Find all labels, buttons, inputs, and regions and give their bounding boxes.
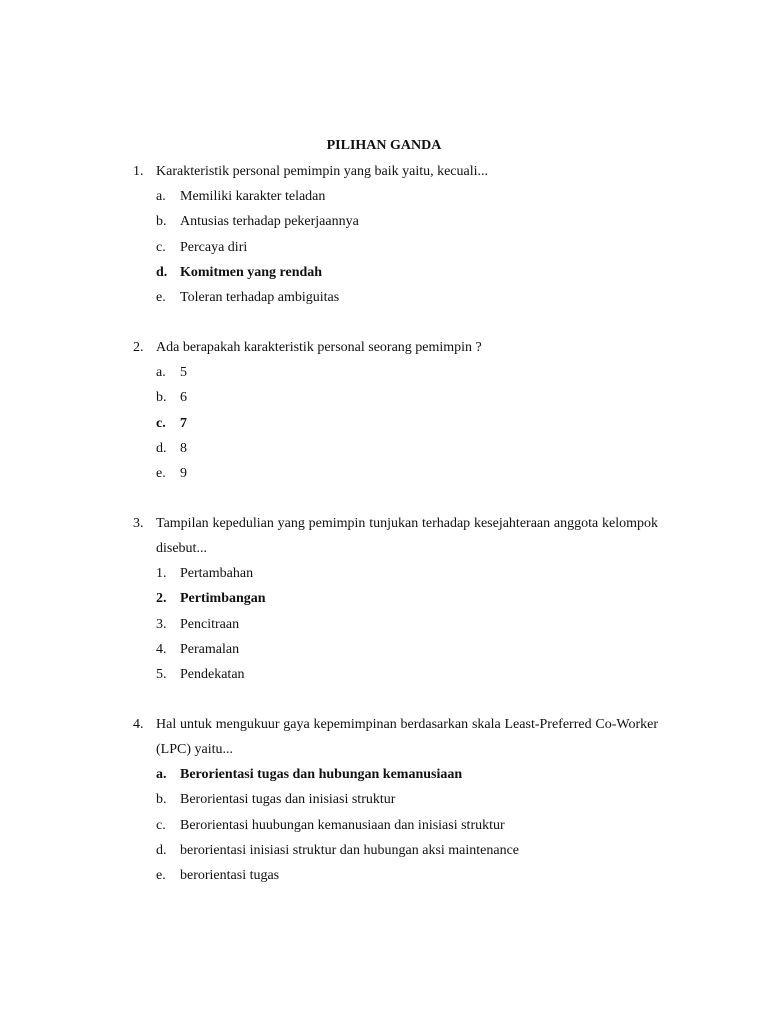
option-text: berorientasi tugas bbox=[180, 868, 280, 884]
option-marker: 5. bbox=[156, 667, 167, 683]
option-text: 6 bbox=[180, 390, 187, 406]
option-text: Percaya diri bbox=[180, 239, 248, 255]
option-marker: d. bbox=[156, 842, 167, 858]
option-text: Pertambahan bbox=[180, 566, 254, 581]
option-item bbox=[0, 209, 768, 234]
option-item bbox=[0, 285, 768, 310]
option-marker: 2. bbox=[156, 591, 167, 607]
option-item bbox=[0, 184, 768, 209]
option-item bbox=[0, 461, 768, 486]
option-item bbox=[0, 838, 768, 863]
option-marker: a. bbox=[156, 189, 166, 204]
option-item-correct bbox=[0, 411, 768, 436]
option-text: Peramalan bbox=[180, 641, 240, 657]
option-marker: b. bbox=[156, 792, 167, 808]
question-2 bbox=[0, 335, 768, 486]
question-4 bbox=[0, 712, 768, 888]
option-marker: a. bbox=[156, 365, 166, 380]
option-item bbox=[0, 787, 768, 812]
option-marker: a. bbox=[156, 767, 167, 782]
question-number: 3. bbox=[133, 516, 144, 531]
option-text: Pendekatan bbox=[180, 667, 245, 683]
question-text: Hal untuk mengukuur gaya kepemimpinan berdasarkan skala Least-Preferred Co-Worker (LPC) yaitu... bbox=[156, 717, 658, 757]
option-marker: b. bbox=[156, 390, 167, 406]
option-marker: e. bbox=[156, 466, 166, 482]
option-marker: b. bbox=[156, 214, 167, 230]
question-3 bbox=[0, 511, 768, 687]
option-marker: 3. bbox=[156, 616, 167, 632]
question-text: Ada berapakah karakteristik personal seorang pemimpin ? bbox=[156, 340, 482, 355]
option-text: 9 bbox=[180, 466, 187, 482]
question-1 bbox=[0, 159, 768, 310]
option-marker: e. bbox=[156, 868, 166, 884]
option-marker: c. bbox=[156, 239, 166, 255]
option-marker: e. bbox=[156, 290, 166, 306]
option-text: Berorientasi tugas dan inisiasi struktur bbox=[180, 792, 396, 808]
question-text: Tampilan kepedulian yang pemimpin tunjukan terhadap kesejahteraan anggota kelompok disebut... bbox=[156, 516, 658, 556]
option-item bbox=[0, 561, 768, 586]
option-item bbox=[0, 612, 768, 637]
option-list bbox=[0, 561, 768, 687]
option-marker: d. bbox=[156, 264, 168, 280]
option-item bbox=[0, 235, 768, 260]
document-title: PILIHAN GANDA bbox=[326, 138, 442, 153]
question-number: 2. bbox=[133, 340, 144, 355]
option-text: 5 bbox=[180, 365, 187, 380]
question-number: 4. bbox=[133, 717, 144, 732]
option-item bbox=[0, 385, 768, 410]
question-stem bbox=[0, 159, 658, 184]
option-list bbox=[0, 762, 768, 888]
question-stem bbox=[0, 335, 658, 360]
option-list bbox=[0, 360, 768, 486]
question-text: Karakteristik personal pemimpin yang baik yaitu, kecuali... bbox=[156, 164, 489, 179]
option-item bbox=[0, 813, 768, 838]
option-text: Berorientasi tugas dan hubungan kemanusiaan bbox=[180, 767, 463, 782]
option-text: berorientasi inisiasi struktur dan hubungan aksi maintenance bbox=[180, 842, 520, 858]
option-item bbox=[0, 436, 768, 461]
option-item-correct bbox=[0, 762, 768, 787]
option-item bbox=[0, 662, 768, 687]
option-marker: c. bbox=[156, 817, 166, 833]
option-text: 7 bbox=[180, 415, 187, 431]
option-item-correct bbox=[0, 260, 768, 285]
question-stem bbox=[0, 511, 658, 561]
question-number: 1. bbox=[133, 164, 144, 179]
option-item bbox=[0, 360, 768, 385]
option-marker: 1. bbox=[156, 566, 167, 581]
option-item bbox=[0, 637, 768, 662]
option-item-correct bbox=[0, 586, 768, 611]
option-text: Antusias terhadap pekerjaannya bbox=[180, 214, 359, 230]
option-text: Pertimbangan bbox=[180, 591, 266, 607]
question-stem bbox=[0, 712, 658, 762]
option-text: Berorientasi huubungan kemanusiaan dan inisiasi struktur bbox=[180, 817, 505, 833]
option-marker: c. bbox=[156, 415, 166, 431]
option-text: Toleran terhadap ambiguitas bbox=[180, 290, 340, 306]
option-marker: 4. bbox=[156, 641, 167, 657]
option-marker: d. bbox=[156, 440, 167, 456]
option-item bbox=[0, 863, 768, 888]
option-text: Memiliki karakter teladan bbox=[180, 189, 326, 204]
option-list bbox=[0, 184, 768, 310]
option-text: Komitmen yang rendah bbox=[180, 264, 323, 280]
option-text: 8 bbox=[180, 440, 187, 456]
option-text: Pencitraan bbox=[180, 616, 240, 632]
